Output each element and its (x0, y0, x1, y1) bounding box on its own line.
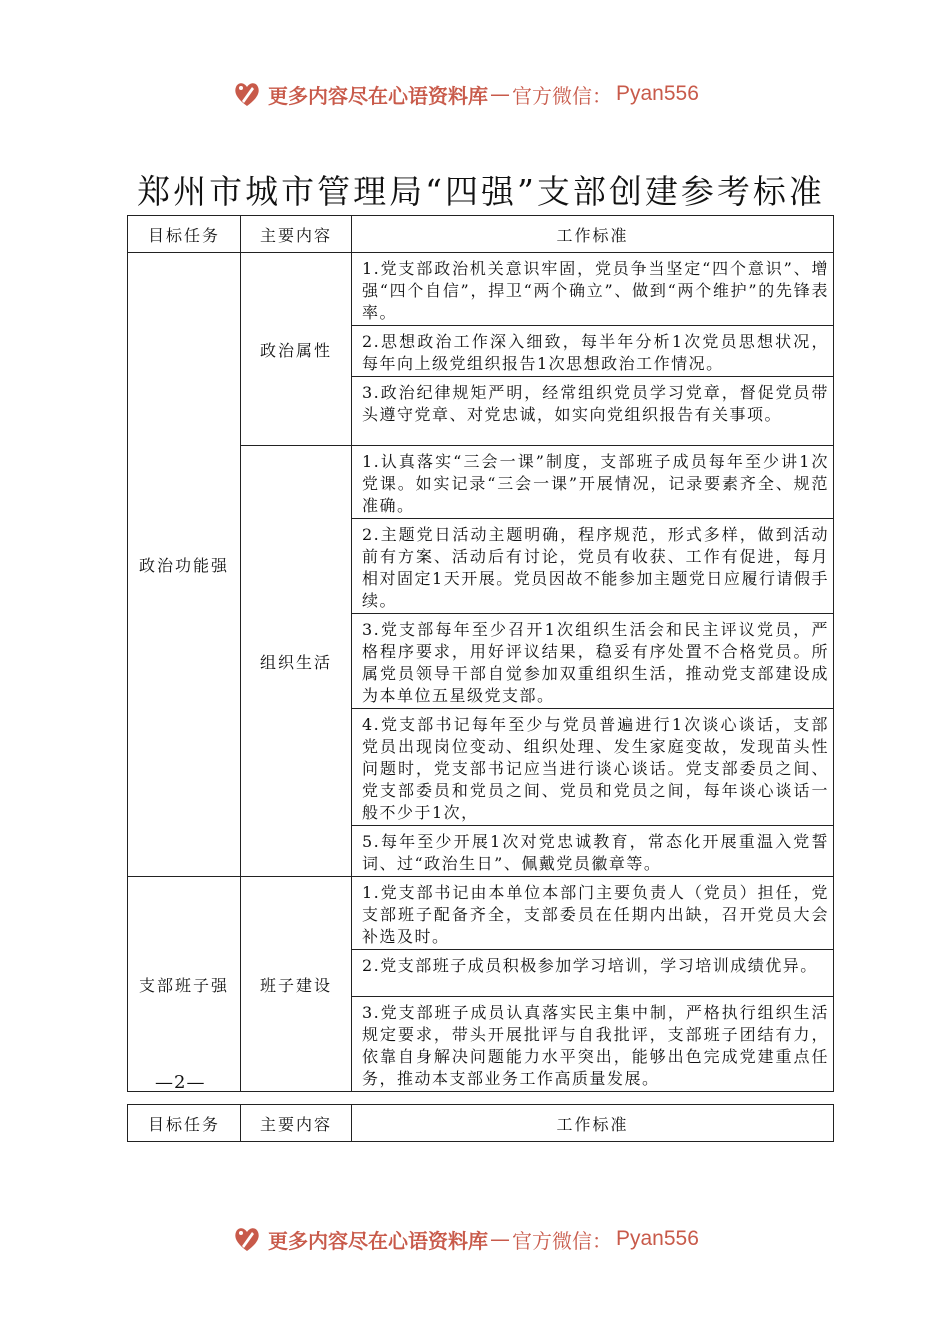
standard-item: 3.政治纪律规矩严明，经常组织党员学习党章，督促党员带头遵守党章、对党忠诚，如实向党组织报告有关事项。 (352, 377, 834, 446)
watermark-account: Pyan556 (616, 82, 699, 105)
table-row (128, 877, 834, 950)
target-cell: 政治功能强 (128, 253, 241, 877)
standard-item: 4.党支部书记每年至少与党员普遍进行1次谈心谈话，支部党员出现岗位变动、组织处理、发生家庭变故，发现苗头性问题时，党支部书记应当进行谈心谈话。党支部委员之间、党支部委员和党员之间、党员和党员之间，每年谈心谈话一般不少于1次， (352, 709, 834, 826)
watermark-label: 更多内容尽在心语资料库 (268, 1228, 488, 1253)
watermark-prefix: 官方微信： (512, 1228, 612, 1253)
standard-item: 3.党支部班子成员认真落实民主集中制，严格执行组织生活规定要求，带头开展批评与自我批评，支部班子团结有力，依靠自身解决问题能力水平突出，能够出色完成党建重点任务，推动本支部业务工作高质量发展。 (352, 997, 834, 1092)
content-cell: 政治属性 (241, 253, 352, 446)
standard-item: 2.主题党日活动主题明确，程序规范，形式多样，做到活动前有方案、活动后有讨论，党员有收获、工作有促进，每月相对固定1天开展。党员因故不能参加主题党日应履行请假手续。 (352, 519, 834, 614)
standard-item: 2.党支部班子成员积极参加学习培训，学习培训成绩优异。 (352, 950, 834, 997)
target-cell: 支部班子强 (128, 877, 241, 1092)
page-number: —2— (155, 1072, 206, 1093)
content-cell: 组织生活 (241, 446, 352, 877)
header-standard: 工作标准 (352, 1105, 834, 1142)
table-header-row (128, 216, 834, 253)
standard-item: 3.党支部每年至少召开1次组织生活会和民主评议党员，严格程序要求，用好评议结果，稳妥有序处置不合格党员。所属党员领导干部自觉参加双重组织生活，推动党支部建设成为本单位五星级党支部。 (352, 614, 834, 709)
watermark-prefix: 官方微信： (512, 83, 612, 108)
header-content: 主要内容 (241, 1105, 352, 1142)
heart-pen-logo-icon (232, 79, 262, 109)
standard-item: 1.党支部书记由本单位本部门主要负责人（党员）担任，党支部班子配备齐全，支部委员在任期内出缺，召开党员大会补选及时。 (352, 877, 834, 950)
watermark-account: Pyan556 (616, 1227, 699, 1250)
watermark-header (232, 76, 699, 112)
header-target: 目标任务 (128, 1105, 241, 1142)
document-title: 郑州市城市管理局“四强”支部创建参考标准 (137, 172, 825, 211)
content-cell: 班子建设 (241, 877, 352, 1092)
header-content: 主要内容 (241, 216, 352, 253)
standard-item: 2.思想政治工作深入细致，每半年分析1次党员思想状况，每年向上级党组织报告1次思想政治工作情况。 (352, 326, 834, 377)
standard-item: 5.每年至少开展1次对党忠诚教育，常态化开展重温入党誓词、过“政治生日”、佩戴党员徽章等。 (352, 826, 834, 877)
continuation-table-header (127, 1104, 834, 1142)
watermark-dash: — (490, 1227, 510, 1251)
watermark-label: 更多内容尽在心语资料库 (268, 83, 488, 108)
standard-item: 1.党支部政治机关意识牢固，党员争当坚定“四个意识”、增强“四个自信”，捍卫“两个确立”、做到“两个维护”的先锋表率。 (352, 253, 834, 326)
standard-item: 1.认真落实“三会一课”制度，支部班子成员每年至少讲1次党课。如实记录“三会一课”开展情况，记录要素齐全、规范准确。 (352, 446, 834, 519)
header-target: 目标任务 (128, 216, 241, 253)
watermark-dash: — (490, 82, 510, 106)
table-header-row (128, 1105, 834, 1142)
table-row (128, 253, 834, 326)
heart-pen-logo-icon (232, 1224, 262, 1254)
standards-table (127, 215, 834, 1092)
header-standard: 工作标准 (352, 216, 834, 253)
watermark-footer (232, 1221, 699, 1257)
